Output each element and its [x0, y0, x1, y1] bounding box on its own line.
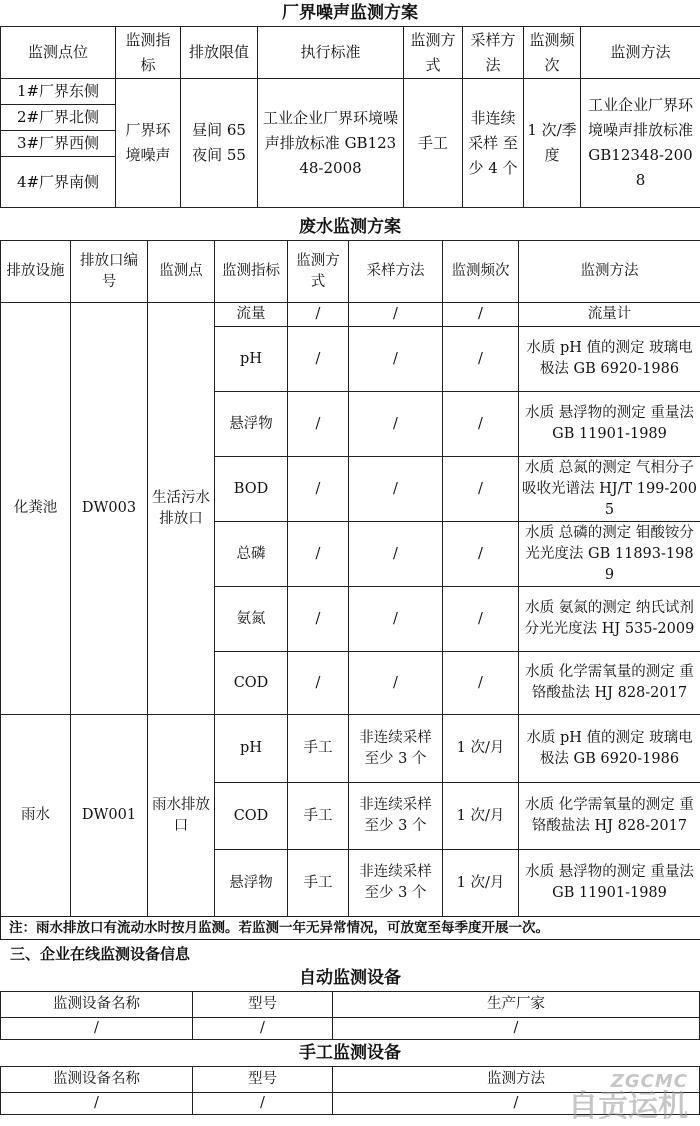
- frequency-cell: 1 次/月: [443, 850, 519, 917]
- frequency-cell: /: [443, 457, 519, 522]
- facility-cell: 化粪池: [1, 303, 71, 715]
- cell: /: [1, 1093, 193, 1115]
- sampling-cell: /: [349, 587, 443, 652]
- sampling-cell: 非连续采样 至少 3 个: [349, 715, 443, 783]
- header-cell: 采样方法: [349, 241, 443, 303]
- sampling-cell: /: [349, 327, 443, 392]
- point-cell: 2#厂界北侧: [1, 105, 116, 131]
- header-cell: 型号: [193, 1067, 333, 1093]
- mode-cell: /: [288, 587, 349, 652]
- mode-cell: /: [288, 392, 349, 457]
- table-header-row: [1, 992, 700, 1018]
- noise-title: 厂界噪声监测方案: [282, 3, 418, 23]
- sampling-cell: /: [349, 303, 443, 327]
- watermark-text: ZGCMC: [610, 1071, 688, 1092]
- sampling-cell: 非连续采样 至少 3 个: [349, 783, 443, 850]
- table-row: [1, 79, 700, 105]
- indicator-cell: pH: [215, 327, 288, 392]
- header-cell: 监测方法: [519, 241, 700, 303]
- header-cell: 监测频次: [524, 27, 581, 79]
- method-cell: 水质 化学需氧量的测定 重铬酸盐法 HJ 828-2017: [519, 783, 700, 850]
- point-cell: 1#厂界东侧: [1, 79, 116, 105]
- header-cell: 排放设施: [1, 241, 71, 303]
- watermark-text: 自贡运机: [568, 1089, 688, 1124]
- header-cell: 监测设备名称: [1, 1067, 193, 1093]
- indicator-cell: 氨氮: [215, 587, 288, 652]
- header-cell: 监测指标: [116, 27, 181, 79]
- method-cell: 水质 氨氮的测定 纳氏试剂分光光度法 HJ 535-2009: [519, 587, 700, 652]
- mode-cell: 手工: [288, 783, 349, 850]
- point-cell: 生活污水排放口: [148, 303, 215, 715]
- method-cell: 水质 悬浮物的测定 重量法 GB 11901-1989: [519, 850, 700, 917]
- point-cell: 4#厂界南侧: [1, 157, 116, 208]
- table-row: [1, 715, 700, 783]
- frequency-cell: /: [443, 652, 519, 715]
- header-cell: 型号: [193, 992, 333, 1018]
- cell: /: [1, 1018, 193, 1040]
- sampling-cell: /: [349, 457, 443, 522]
- frequency-cell: /: [443, 392, 519, 457]
- noise-table: [0, 26, 700, 208]
- indicator-cell: 悬浮物: [215, 392, 288, 457]
- cell: /: [333, 1093, 700, 1115]
- header-cell: 监测方式: [288, 241, 349, 303]
- indicator-cell: COD: [215, 783, 288, 850]
- auto-title: 自动监测设备: [299, 968, 401, 988]
- facility-cell: 雨水: [1, 715, 71, 917]
- note-row: [1, 917, 700, 940]
- mode-cell: /: [288, 652, 349, 715]
- header-cell: 监测频次: [443, 241, 519, 303]
- mode-cell: /: [288, 522, 349, 587]
- header-cell: 监测点位: [1, 27, 116, 79]
- auto-equipment-table: [0, 991, 700, 1040]
- sampling-cell: /: [349, 392, 443, 457]
- outlet-cell: DW001: [71, 715, 148, 917]
- mode-cell: 手工: [288, 715, 349, 783]
- manual-title: 手工监测设备: [299, 1043, 401, 1063]
- sampling-cell: 非连续采样 至少 4 个: [463, 79, 524, 208]
- watermark-logo: [568, 1071, 688, 1122]
- header-cell: 监测设备名称: [1, 992, 193, 1018]
- mode-cell: /: [288, 457, 349, 522]
- header-cell: 监测方法: [333, 1067, 700, 1093]
- water-table: [0, 240, 700, 940]
- frequency-cell: /: [443, 587, 519, 652]
- section-heading: 三、企业在线监测设备信息: [10, 945, 191, 963]
- mode-cell: /: [288, 327, 349, 392]
- method-cell: 水质 pH 值的测定 玻璃电极法 GB 6920-1986: [519, 715, 700, 783]
- header-cell: 生产厂家: [333, 992, 700, 1018]
- sampling-cell: /: [349, 522, 443, 587]
- mode-cell: /: [288, 303, 349, 327]
- sampling-cell: /: [349, 652, 443, 715]
- indicator-cell: 总磷: [215, 522, 288, 587]
- point-cell: 3#厂界西侧: [1, 131, 116, 157]
- indicator-cell: 悬浮物: [215, 850, 288, 917]
- indicator-cell: 厂界环境噪声: [116, 79, 181, 208]
- point-cell: 雨水排放口: [148, 715, 215, 917]
- indicator-cell: COD: [215, 652, 288, 715]
- header-cell: 监测点: [148, 241, 215, 303]
- method-cell: 流量计: [519, 303, 700, 327]
- cell: /: [193, 1093, 333, 1115]
- frequency-cell: /: [443, 327, 519, 392]
- frequency-cell: /: [443, 303, 519, 327]
- method-cell: 水质 总磷的测定 钼酸铵分光光度法 GB 11893-1989: [519, 522, 700, 587]
- table-row: [1, 303, 700, 327]
- limit-cell: 昼间 65 夜间 55: [181, 79, 258, 208]
- header-cell: 执行标准: [258, 27, 404, 79]
- method-cell: 水质 总氮的测定 气相分子吸收光谱法 HJ/T 199-2005: [519, 457, 700, 522]
- sampling-cell: 非连续采样 至少 3 个: [349, 850, 443, 917]
- outlet-cell: DW003: [71, 303, 148, 715]
- header-cell: 排放限值: [181, 27, 258, 79]
- note-text: 注：雨水排放口有流动水时按月监测。若监测一年无异常情况，可放宽至每季度开展一次。: [1, 917, 700, 940]
- frequency-cell: 1 次/月: [443, 715, 519, 783]
- header-cell: 监测方法: [581, 27, 700, 79]
- frequency-cell: /: [443, 522, 519, 587]
- frequency-cell: 1 次/月: [443, 783, 519, 850]
- frequency-cell: 1 次/季度: [524, 79, 581, 208]
- method-cell: 水质 pH 值的测定 玻璃电极法 GB 6920-1986: [519, 327, 700, 392]
- indicator-cell: 流量: [215, 303, 288, 327]
- table-header-row: [1, 241, 700, 303]
- cell: /: [193, 1018, 333, 1040]
- standard-cell: 工业企业厂界环境噪声排放标准 GB12348-2008: [258, 79, 404, 208]
- table-row: [1, 1018, 700, 1040]
- method-cell: 水质 悬浮物的测定 重量法 GB 11901-1989: [519, 392, 700, 457]
- mode-cell: 手工: [288, 850, 349, 917]
- header-cell: 监测方式: [404, 27, 463, 79]
- mode-cell: 手工: [404, 79, 463, 208]
- cell: /: [333, 1018, 700, 1040]
- water-title: 废水监测方案: [299, 217, 401, 237]
- method-cell: 水质 化学需氧量的测定 重铬酸盐法 HJ 828-2017: [519, 652, 700, 715]
- header-cell: 监测指标: [215, 241, 288, 303]
- header-cell: 排放口编号: [71, 241, 148, 303]
- header-cell: 采样方法: [463, 27, 524, 79]
- method-cell: 工业企业厂界环境噪声排放标准GB12348-2008: [581, 79, 700, 208]
- table-header-row: [1, 27, 700, 79]
- indicator-cell: pH: [215, 715, 288, 783]
- indicator-cell: BOD: [215, 457, 288, 522]
